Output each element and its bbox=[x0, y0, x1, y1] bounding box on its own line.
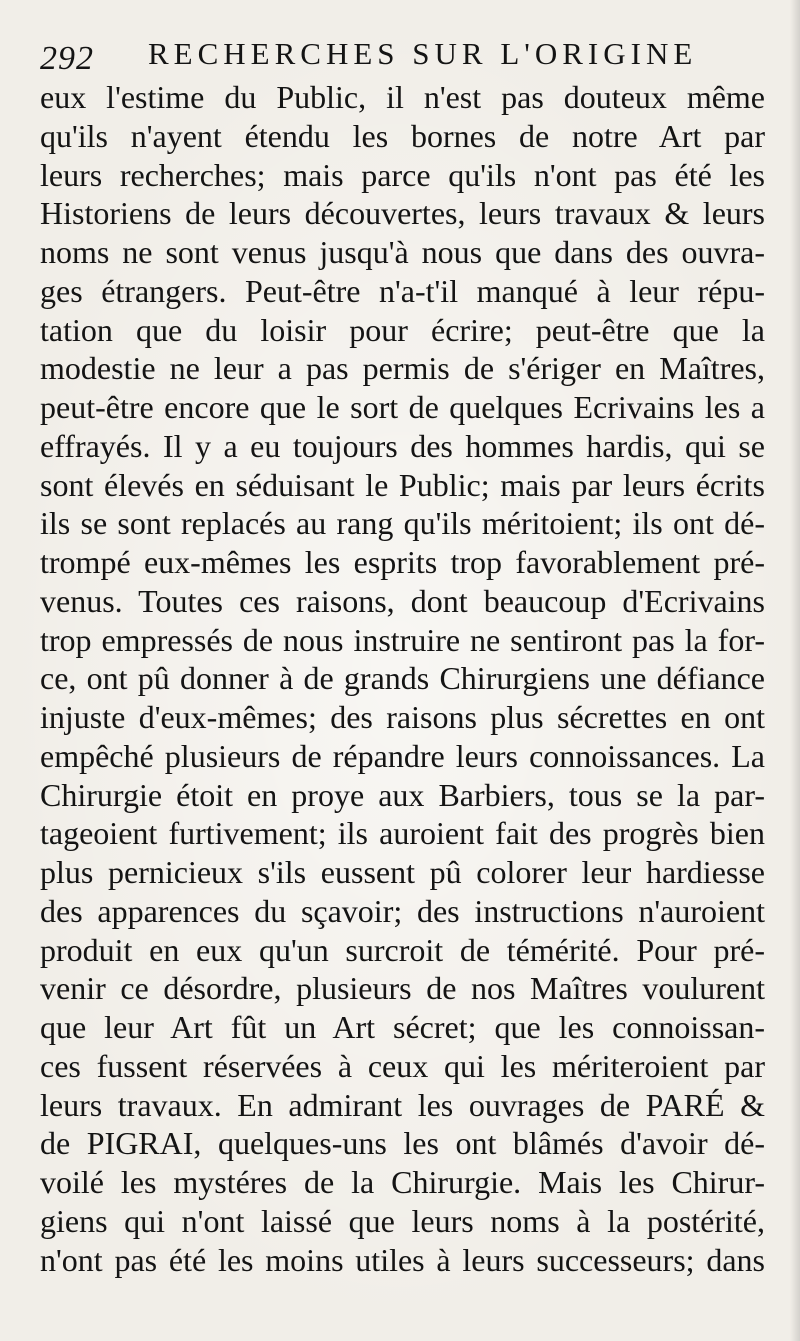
text-line: giens qui n'ont laissé que leurs noms à la postérité, bbox=[40, 1202, 765, 1239]
page-header bbox=[40, 32, 770, 76]
text-line: produit en eux qu'un surcroit de témérité. Pour pré- bbox=[40, 931, 765, 968]
text-line: injuste d'eux-mêmes; des raisons plus sécrettes en ont bbox=[40, 699, 765, 735]
text-line: ges étrangers. Peut-être n'a-t'il manqué à leur répu- bbox=[40, 272, 765, 309]
text-line: sont élevés en séduisant le Public; mais par leurs écrits bbox=[40, 466, 765, 503]
text-line: empêché plusieurs de répandre leurs connoissances. La bbox=[40, 737, 765, 774]
text-line: ce, ont pû donner à de grands Chirurgiens une défiance bbox=[40, 660, 765, 697]
text-line: n'ont pas été les moins utiles à leurs successeurs; dans bbox=[40, 1241, 765, 1278]
text-line: ces fussent réservées à ceux qui les mériteroient par bbox=[40, 1047, 765, 1084]
text-line: plus pernicieux s'ils eussent pû colorer leur hardiesse bbox=[40, 854, 765, 890]
text-line: tageoient furtivement; ils auroient fait des progrès bien bbox=[40, 815, 765, 852]
text-line: de PIGRAI, quelques-uns les ont blâmés d'avoir dé- bbox=[40, 1125, 765, 1162]
text-line: voilé les mystéres de la Chirurgie. Mais les Chirur- bbox=[40, 1164, 765, 1200]
body-text bbox=[40, 78, 765, 1279]
text-line: venus. Toutes ces raisons, dont beaucoup d'Ecrivains bbox=[40, 582, 765, 619]
text-line: trop empressés de nous instruire ne sentiront pas la for- bbox=[40, 621, 765, 658]
text-line: peut-être encore que le sort de quelques Ecrivains les a bbox=[40, 389, 765, 425]
text-line: trompé eux-mêmes les esprits trop favorablement pré- bbox=[40, 544, 765, 580]
running-head: RECHERCHES SUR L'ORIGINE bbox=[148, 36, 698, 71]
text-line: Historiens de leurs découvertes, leurs travaux & leurs bbox=[40, 195, 765, 232]
text-line: qu'ils n'ayent étendu les bornes de notre Art par bbox=[40, 117, 765, 154]
text-line: leurs travaux. En admirant les ouvrages de PARÉ & bbox=[40, 1086, 765, 1123]
page-number: 292 bbox=[40, 40, 94, 77]
text-line: tation que du loisir pour écrire; peut-être que la bbox=[40, 311, 765, 348]
text-line: effrayés. Il y a eu toujours des hommes hardis, qui se bbox=[40, 427, 765, 464]
text-line: modestie ne leur a pas permis de s'ériger en Maîtres, bbox=[40, 350, 765, 387]
text-line: noms ne sont venus jusqu'à nous que dans des ouvra- bbox=[40, 234, 765, 270]
text-line: venir ce désordre, plusieurs de nos Maîtres voulurent bbox=[40, 970, 765, 1007]
text-line: des apparences du sçavoir; des instructions n'auroient bbox=[40, 892, 765, 929]
text-line: leurs recherches; mais parce qu'ils n'ont pas été les bbox=[40, 156, 765, 193]
text-line: eux l'estime du Public, il n'est pas douteux même bbox=[40, 79, 765, 115]
text-line: que leur Art fût un Art sécret; que les connoissan- bbox=[40, 1009, 765, 1045]
text-line: Chirurgie étoit en proye aux Barbiers, tous se la par- bbox=[40, 776, 765, 813]
page-edge-shadow bbox=[790, 0, 800, 1341]
text-line: ils se sont replacés au rang qu'ils méritoient; ils ont dé- bbox=[40, 505, 765, 542]
